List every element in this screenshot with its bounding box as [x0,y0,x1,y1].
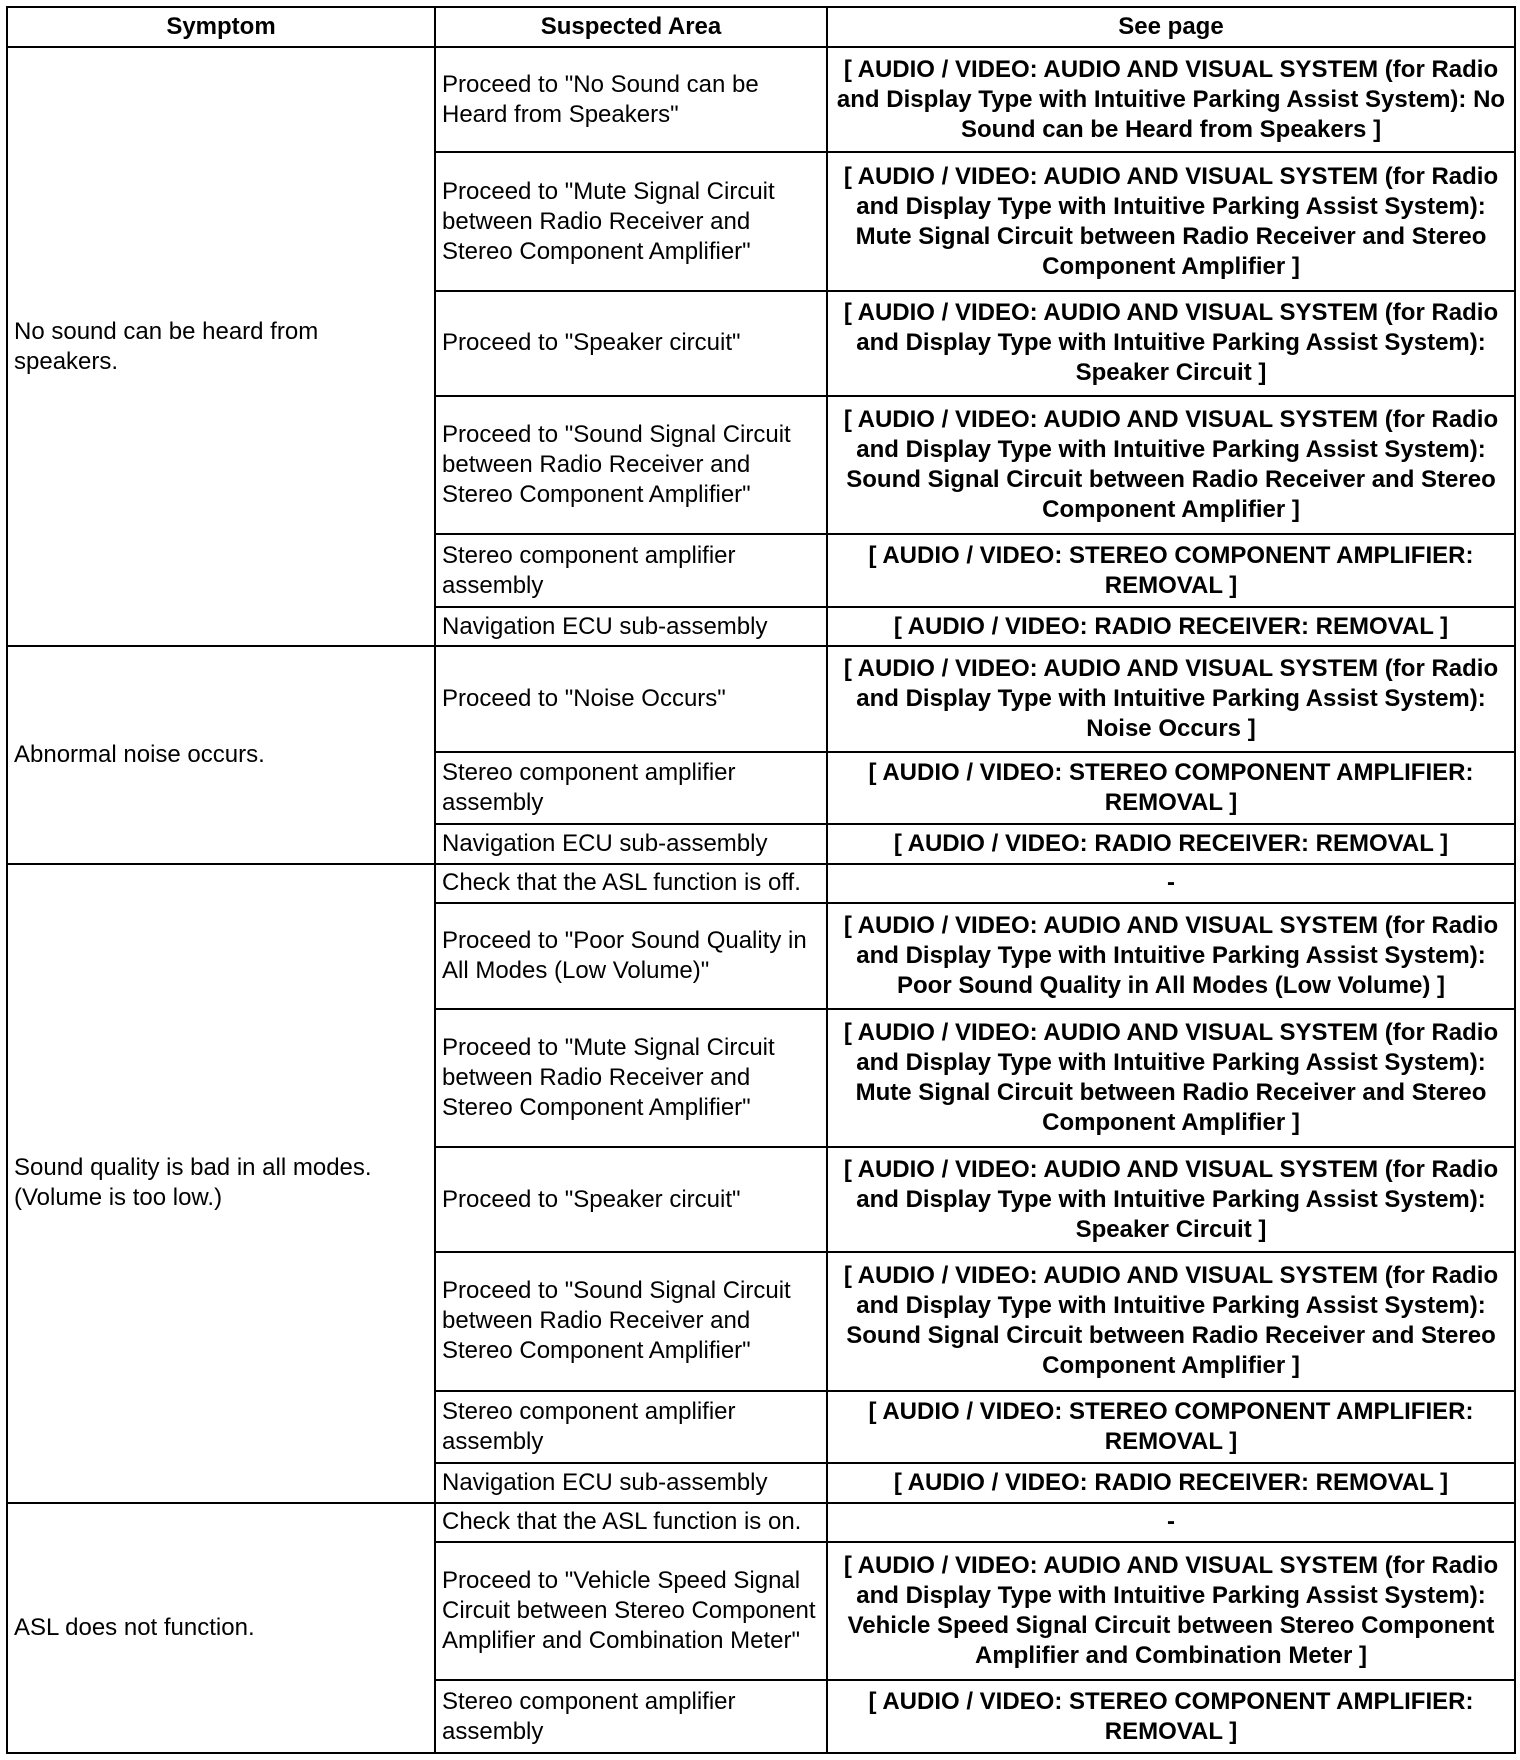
suspected-area-cell: Proceed to "Speaker circuit" [435,1147,827,1252]
see-page-link[interactable]: [ AUDIO / VIDEO: STEREO COMPONENT AMPLIFIER: REMOVAL ] [827,1680,1515,1753]
see-page-link[interactable]: [ AUDIO / VIDEO: AUDIO AND VISUAL SYSTEM (for Radio and Display Type with Intuitive Parking Assist System): Noise Occurs ] [827,646,1515,751]
suspected-area-cell: Check that the ASL function is on. [435,1503,827,1543]
see-page-link[interactable]: [ AUDIO / VIDEO: STEREO COMPONENT AMPLIFIER: REMOVAL ] [827,534,1515,606]
suspected-area-cell: Proceed to "Poor Sound Quality in All Modes (Low Volume)" [435,903,827,1008]
header-see-page: See page [827,7,1515,47]
suspected-area-cell: Proceed to "Sound Signal Circuit between Radio Receiver and Stereo Component Amplifier" [435,1252,827,1390]
table-row [7,646,1515,751]
see-page-link[interactable]: [ AUDIO / VIDEO: AUDIO AND VISUAL SYSTEM (for Radio and Display Type with Intuitive Parking Assist System): Mute Signal Circuit between Radio Receiver and Stereo Component Amplifier ] [827,152,1515,290]
suspected-area-cell: Check that the ASL function is off. [435,864,827,904]
suspected-area-cell: Navigation ECU sub-assembly [435,824,827,864]
suspected-area-cell: Proceed to "No Sound can be Heard from Speakers" [435,47,827,152]
suspected-area-cell: Navigation ECU sub-assembly [435,1463,827,1503]
see-page-link[interactable]: [ AUDIO / VIDEO: AUDIO AND VISUAL SYSTEM (for Radio and Display Type with Intuitive Parking Assist System): Poor Sound Quality in All Modes (Low Volume) ] [827,903,1515,1008]
see-page-link[interactable]: [ AUDIO / VIDEO: AUDIO AND VISUAL SYSTEM (for Radio and Display Type with Intuitive Parking Assist System): Sound Signal Circuit between Radio Receiver and Stereo Component Amplifier ] [827,1252,1515,1390]
table-row [7,864,1515,904]
suspected-area-cell: Stereo component amplifier assembly [435,752,827,824]
suspected-area-cell: Proceed to "Vehicle Speed Signal Circuit between Stereo Component Amplifier and Combination Meter" [435,1542,827,1680]
suspected-area-cell: Stereo component amplifier assembly [435,1680,827,1753]
see-page-link[interactable]: [ AUDIO / VIDEO: AUDIO AND VISUAL SYSTEM (for Radio and Display Type with Intuitive Parking Assist System): Sound Signal Circuit between Radio Receiver and Stereo Component Amplifier ] [827,396,1515,534]
see-page-link[interactable]: [ AUDIO / VIDEO: AUDIO AND VISUAL SYSTEM (for Radio and Display Type with Intuitive Parking Assist System): Vehicle Speed Signal Circuit between Stereo Component Amplifier and Combination Meter ] [827,1542,1515,1680]
suspected-area-cell: Proceed to "Sound Signal Circuit between Radio Receiver and Stereo Component Amplifier" [435,396,827,534]
see-page-cell: - [827,864,1515,904]
see-page-link[interactable]: [ AUDIO / VIDEO: RADIO RECEIVER: REMOVAL ] [827,824,1515,864]
see-page-link[interactable]: [ AUDIO / VIDEO: AUDIO AND VISUAL SYSTEM (for Radio and Display Type with Intuitive Parking Assist System): Speaker Circuit ] [827,291,1515,396]
suspected-area-cell: Proceed to "Mute Signal Circuit between Radio Receiver and Stereo Component Amplifier" [435,1009,827,1147]
symptom-cell: No sound can be heard from speakers. [7,47,435,646]
suspected-area-cell: Proceed to "Speaker circuit" [435,291,827,396]
header-suspected-area: Suspected Area [435,7,827,47]
header-row [7,7,1515,47]
suspected-area-cell: Stereo component amplifier assembly [435,534,827,606]
suspected-area-cell: Proceed to "Noise Occurs" [435,646,827,751]
see-page-cell: - [827,1503,1515,1543]
suspected-area-cell: Navigation ECU sub-assembly [435,607,827,647]
table-row [7,1503,1515,1543]
see-page-link[interactable]: [ AUDIO / VIDEO: AUDIO AND VISUAL SYSTEM (for Radio and Display Type with Intuitive Parking Assist System): Speaker Circuit ] [827,1147,1515,1252]
see-page-link[interactable]: [ AUDIO / VIDEO: STEREO COMPONENT AMPLIFIER: REMOVAL ] [827,752,1515,824]
header-symptom: Symptom [7,7,435,47]
symptom-cell: ASL does not function. [7,1503,435,1753]
symptom-cell: Sound quality is bad in all modes. (Volume is too low.) [7,864,435,1503]
table-row [7,47,1515,152]
suspected-area-cell: Proceed to "Mute Signal Circuit between Radio Receiver and Stereo Component Amplifier" [435,152,827,290]
see-page-link[interactable]: [ AUDIO / VIDEO: RADIO RECEIVER: REMOVAL ] [827,1463,1515,1503]
see-page-link[interactable]: [ AUDIO / VIDEO: STEREO COMPONENT AMPLIFIER: REMOVAL ] [827,1391,1515,1463]
suspected-area-cell: Stereo component amplifier assembly [435,1391,827,1463]
symptom-cell: Abnormal noise occurs. [7,646,435,863]
see-page-link[interactable]: [ AUDIO / VIDEO: RADIO RECEIVER: REMOVAL ] [827,607,1515,647]
see-page-link[interactable]: [ AUDIO / VIDEO: AUDIO AND VISUAL SYSTEM (for Radio and Display Type with Intuitive Parking Assist System): Mute Signal Circuit between Radio Receiver and Stereo Component Amplifier ] [827,1009,1515,1147]
see-page-link[interactable]: [ AUDIO / VIDEO: AUDIO AND VISUAL SYSTEM (for Radio and Display Type with Intuitive Parking Assist System): No Sound can be Heard from Speakers ] [827,47,1515,152]
troubleshooting-table [6,6,1516,1754]
